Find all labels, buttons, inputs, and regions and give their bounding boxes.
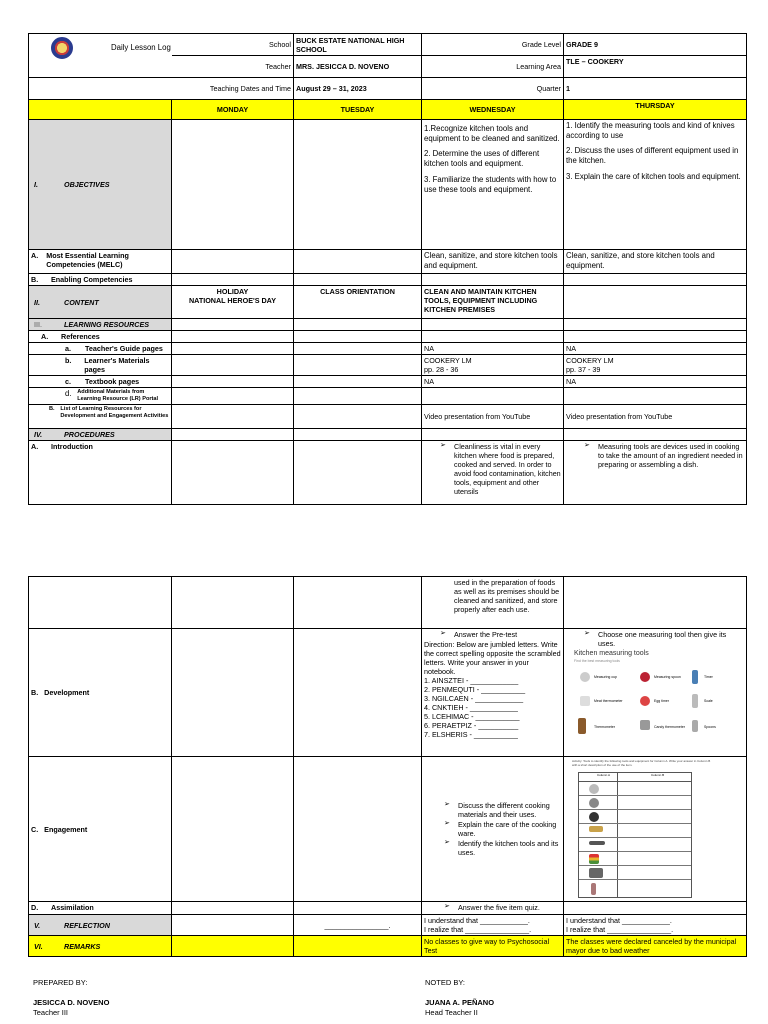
area-label: Learning Area (422, 56, 564, 78)
deped-seal-icon (51, 37, 73, 59)
introduction-thursday (564, 441, 747, 505)
objectives-label: I. OBJECTIVES (29, 120, 172, 250)
references-label: A. References (29, 331, 172, 343)
development-wednesday: ➢ Answer the Pre-test Direction: Below are jumbled letters. Write the correct spelling opposite the scrambled letters. Write your answer in your notebook. 1. AINSZTEI - ____________ 2. PENMEQUTI - ___________ 3. NGILCAEN - ____________ 4. CNKTIEH - ____________ 5. LCEHIMAC - ___________ 6. PERAETPIZ - __________ 7. ELSHERIS - ___________ (422, 629, 564, 757)
dates-value: August 29 – 31, 2023 (294, 78, 422, 100)
measuring-spoon-icon (640, 672, 650, 682)
development-thursday: ➢ Choose one measuring tool then give its uses. Kitchen measuring tools Find the best measuring tools Measuring cup Measuring spoon Timer Meat thermometer Egg timer Scale Thermometer Candy thermometer Spoons (564, 629, 747, 757)
noted-by-name: JUANA A. PEÑANO (425, 998, 495, 1007)
school-value: BUCK ESTATE NATIONAL HIGH SCHOOL (294, 34, 422, 56)
tb-label: c. Textbook pages (29, 376, 172, 388)
list-wednesday: Video presentation from YouTube (422, 405, 564, 429)
list-resources-label: B. List of Learning Resources for Development and Engagement Activities (29, 405, 172, 429)
prepared-by-label: PREPARED BY: (33, 978, 88, 987)
candy-thermometer-icon (640, 720, 650, 730)
prepared-by-name: JESICCA D. NOVENO (33, 998, 110, 1007)
introduction-wednesday (422, 441, 564, 505)
form-title: Daily Lesson Log (111, 43, 171, 52)
tb-thursday: NA (564, 376, 747, 388)
dates-label: Teaching Dates and Time (172, 78, 294, 100)
spice-rack-icon (589, 854, 599, 864)
remarks-wednesday: No classes to give way to Psychosocial Test (422, 936, 564, 957)
measuring-cup-icon (580, 672, 590, 682)
day-monday: MONDAY (172, 100, 294, 120)
lesson-log-table-page1 (28, 33, 747, 505)
list-thursday: Video presentation from YouTube (564, 405, 747, 429)
development-label: B. Development (29, 629, 172, 757)
content-label: II. CONTENT (29, 286, 172, 319)
assimilation-wednesday: ➢ Answer the five item quiz. (422, 902, 564, 915)
tg-label: a. Teacher's Guide pages (29, 343, 172, 355)
noted-by-title: Head Teacher II (425, 1008, 478, 1017)
introduction-label: A. Introduction (29, 441, 172, 505)
objectives-thursday: 1. Identify the measuring tools and kind of knives according to use 2. Discuss the uses of different equipment used in the kitchen. 3. Explain the care of kitchen tools and equipment. (564, 120, 747, 250)
reflection-tuesday: ________________. (294, 915, 422, 936)
timer-icon (692, 670, 698, 684)
worksheet-grid: Column A Column B (578, 772, 692, 898)
reflection-wednesday: I understand that ____________. I realize that ________________. (422, 915, 564, 936)
measuring-tools-image: Kitchen measuring tools Find the best measuring tools Measuring cup Measuring spoon Timer Meat thermometer Egg timer Scale Thermometer Candy thermometer Spoons (574, 650, 740, 742)
spoons-icon (692, 720, 698, 732)
day-tuesday: TUESDAY (294, 100, 422, 120)
area-value: TLE – COOKERY (564, 56, 747, 78)
worksheet-image: Activity: Tools to identify the following tools and equipment for Column A. Write your answer in Column B with a short description of the use of the item. Column A Column B (572, 760, 714, 898)
tg-thursday: NA (564, 343, 747, 355)
content-tuesday: CLASS ORIENTATION (294, 286, 422, 319)
prepared-by-title: Teacher III (33, 1008, 69, 1017)
introduction-wednesday-cont: used in the preparation of foods as well as its premises should be cleaned and sanitized, and store properly after each use. (422, 577, 564, 629)
quarter-label: Quarter (422, 78, 564, 100)
teacher-value: MRS. JESICCA D. NOVENO (294, 56, 422, 78)
pot-icon (589, 812, 599, 822)
engagement-wednesday: ➢ Discuss the different cooking materials and their uses. ➢ Explain the care of the cooking ware. ➢ Identify the kitchen tools and its uses. (422, 757, 564, 902)
reflection-thursday: I understand that ____________. I realize that ________________. (564, 915, 747, 936)
lm-wednesday: COOKERY LM pp. 28 - 36 (422, 355, 564, 376)
remarks-thursday: The classes were declared canceled by the municipal mayor due to bad weather (564, 936, 747, 957)
whisk-icon (589, 798, 599, 808)
meat-thermometer-icon (580, 696, 590, 706)
reflection-label: V. REFLECTION (29, 915, 172, 936)
egg-timer-icon (640, 696, 650, 706)
procedures-label: IV. PROCEDURES (29, 429, 172, 441)
colander-icon (589, 784, 599, 794)
header-logo-cell (29, 34, 172, 78)
engagement-label: C. Engagement (29, 757, 172, 902)
grade-label: Grade Level (422, 34, 564, 56)
knife-icon (589, 841, 605, 845)
scale-icon (692, 694, 698, 708)
teacher-label: Teacher (172, 56, 294, 78)
resources-label: III. LEARNING RESOURCES (29, 319, 172, 331)
spatula-icon (591, 883, 596, 895)
school-label: School (172, 34, 294, 56)
quarter-value: 1 (564, 78, 747, 100)
content-monday: HOLIDAY NATIONAL HEROE'S DAY (172, 286, 294, 319)
noted-by-label: NOTED BY: (425, 978, 466, 987)
lesson-log-table-page2 (28, 576, 747, 957)
intro-thu-bullet: ➢ Measuring tools are devices used in cooking to take the amount of an ingredient needed in preparing or assembling a dish. (598, 442, 744, 469)
grater-icon (589, 826, 603, 832)
tg-wednesday: NA (422, 343, 564, 355)
tb-wednesday: NA (422, 376, 564, 388)
grade-value: GRADE 9 (564, 34, 747, 56)
day-wednesday: WEDNESDAY (422, 100, 564, 120)
engagement-thursday (564, 757, 747, 902)
assimilation-label: D. Assimilation (29, 902, 172, 915)
enabling-label: B. Enabling Competencies (29, 274, 172, 286)
add-materials-label: d. Additional Materials from Learning Resource (LR) Portal (29, 388, 172, 405)
oven-icon (589, 868, 603, 878)
intro-wed-bullet: ➢ Cleanliness is vital in every kitchen where food is prepared, cooked and served. In order to avoid food contamination, kitchen tools, equipment and other utensils (454, 442, 561, 496)
melc-label: A. Most Essential Learning Competencies (MELC) (29, 250, 172, 274)
lm-label: b. Learner's Materials pages (29, 355, 172, 376)
lm-thursday: COOKERY LM pp. 37 - 39 (564, 355, 747, 376)
content-wednesday: CLEAN AND MAINTAIN KITCHEN TOOLS, EQUIPMENT INCLUDING KITCHEN PREMISES (422, 286, 564, 319)
remarks-label: VI. REMARKS (29, 936, 172, 957)
melc-wednesday: Clean, sanitize, and store kitchen tools and equipment. (422, 250, 564, 274)
melc-thursday: Clean, sanitize, and store kitchen tools and equipment. (564, 250, 747, 274)
thermometer-icon (578, 718, 586, 734)
objectives-wednesday: 1.Recognize kitchen tools and equipment to be cleaned and sanitized. 2. Determine the uses of different kitchen tools and equipment. 3. Familiarize the students with how to use these tools and equipment. (422, 120, 564, 250)
day-thursday: THURSDAY (564, 100, 747, 120)
